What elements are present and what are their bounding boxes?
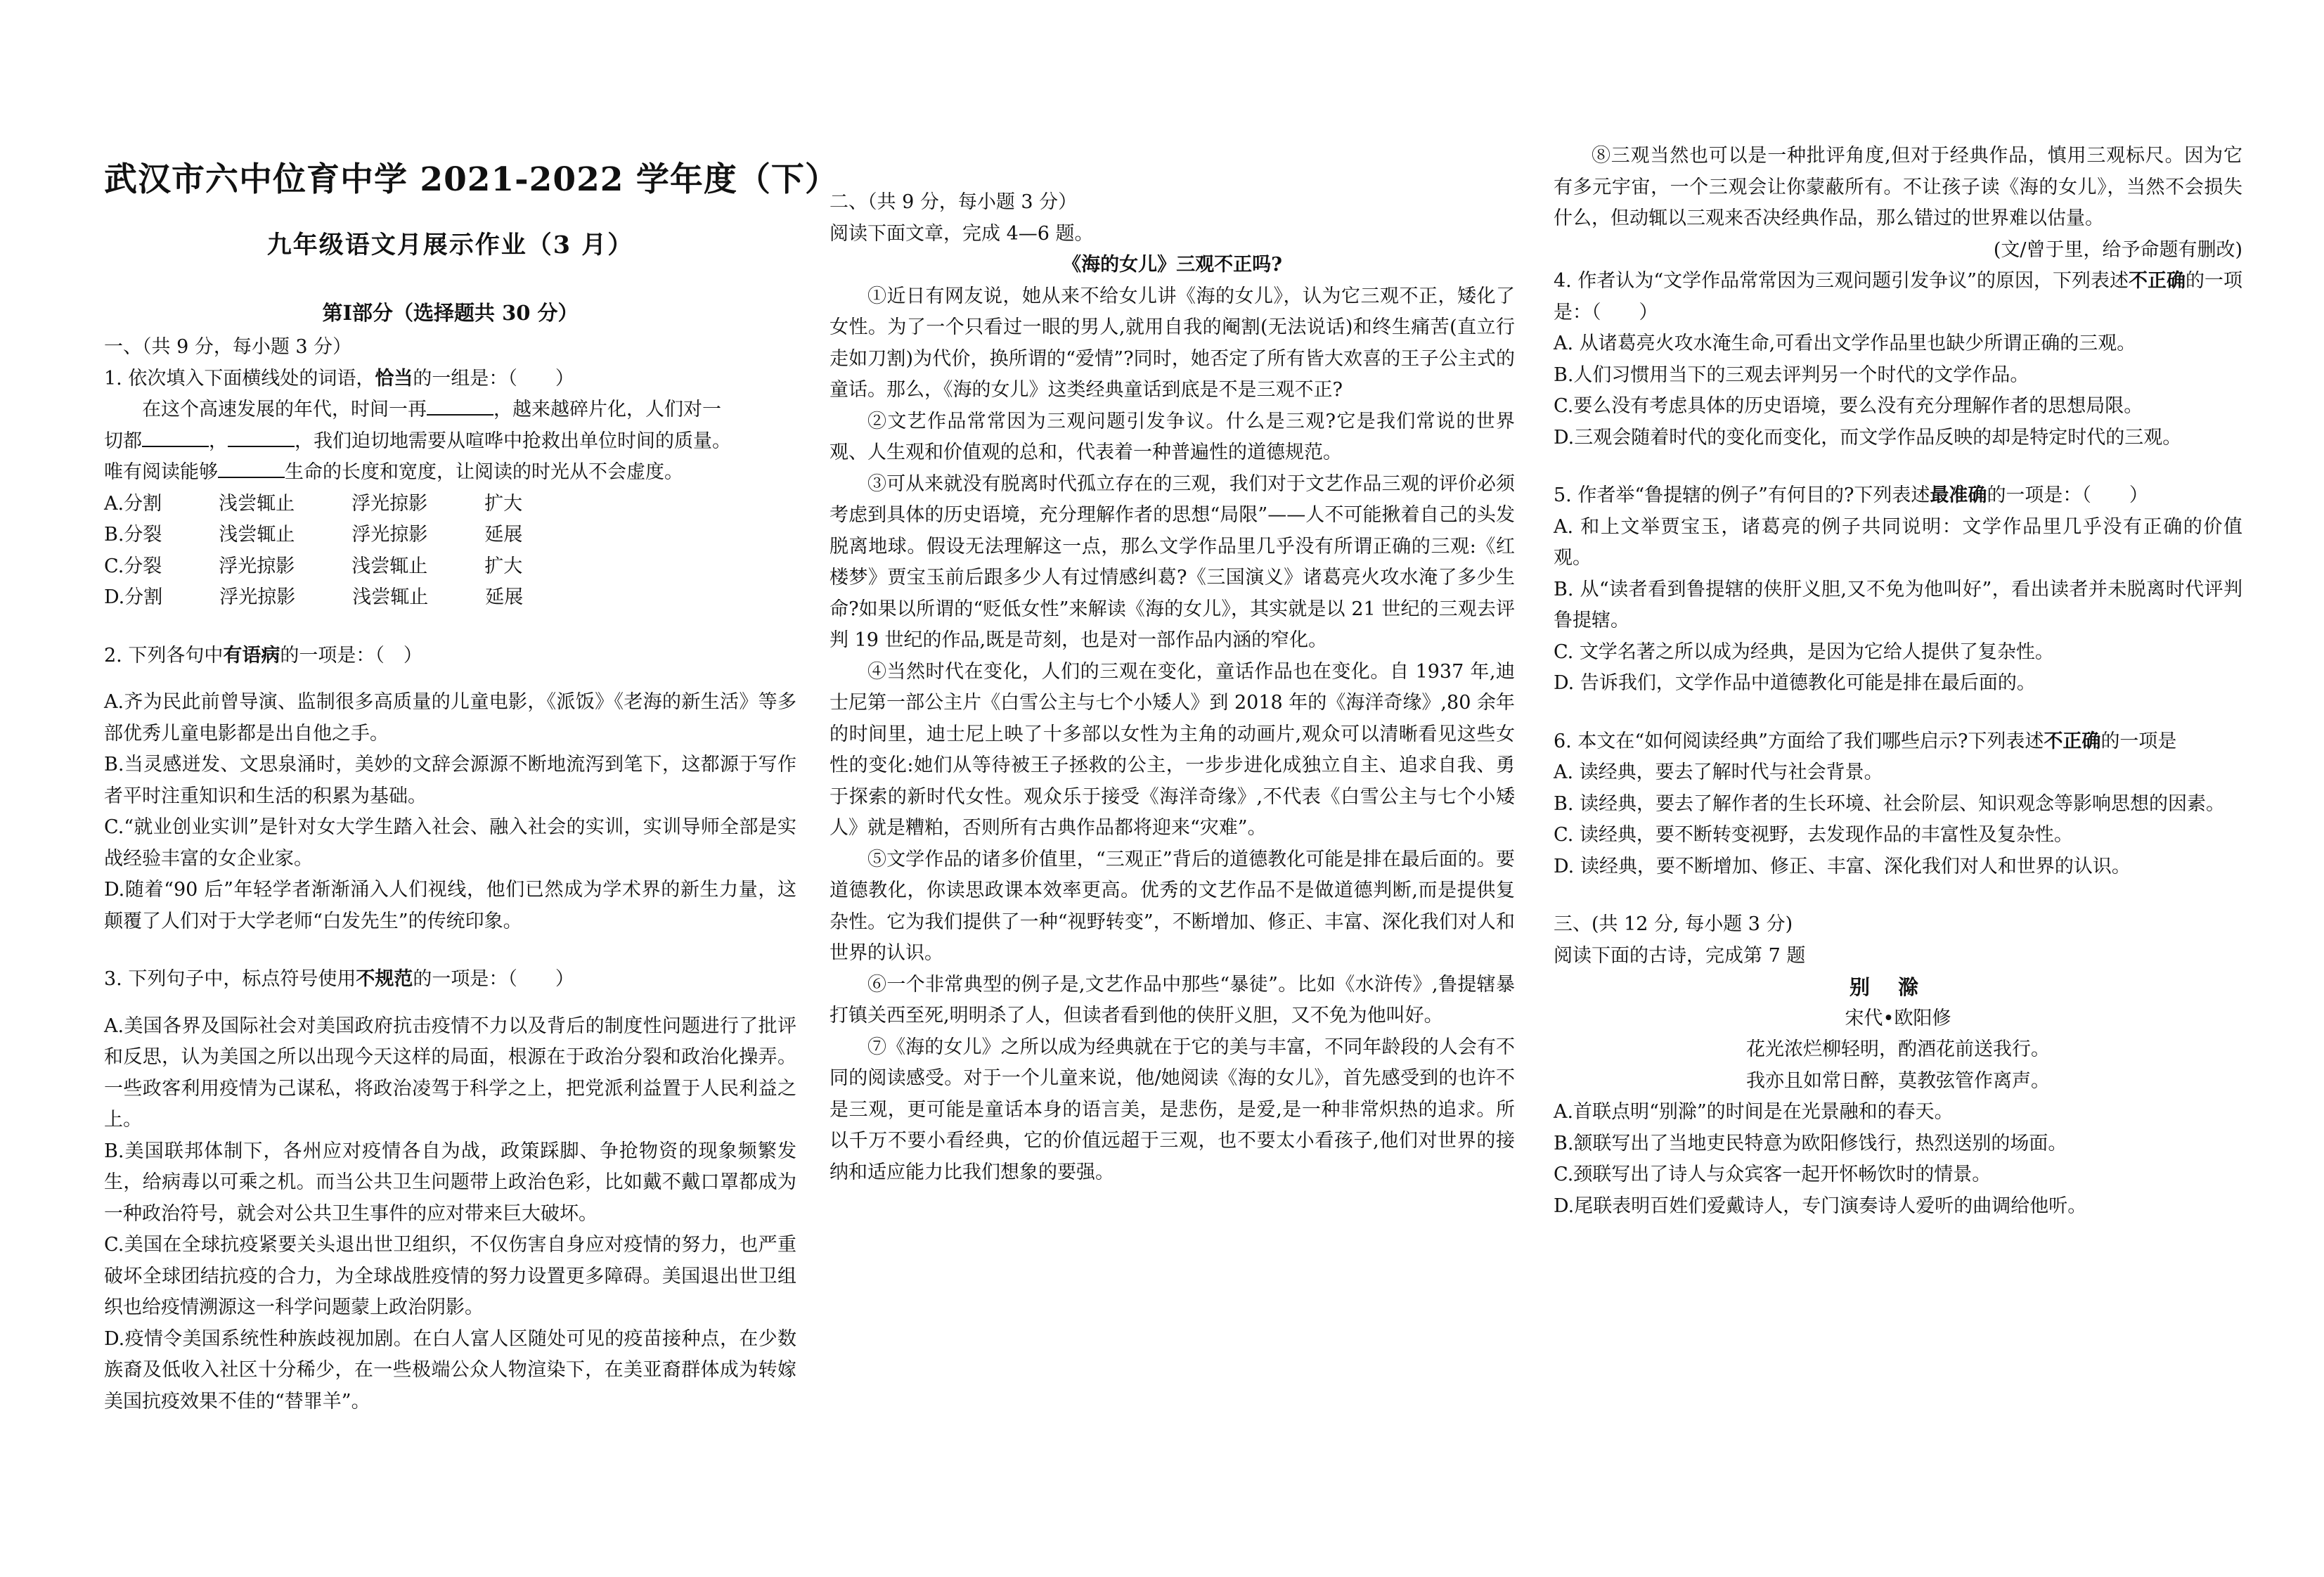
option-d: D.分割 浮光掠影 浅尝辄止 延展 xyxy=(104,586,524,608)
section-1-heading: 一、（共 9 分，每小题 3 分） xyxy=(104,336,352,358)
article-source: (文/曾于里，给予命题有删改) xyxy=(1993,238,2242,261)
option-b: B.人们习惯用当下的三观去评判另一个时代的文学作品。 xyxy=(1554,363,2029,386)
blank-line xyxy=(218,458,285,478)
option-a: A.美国各界及国际社会对美国政府抗击疫情不力以及背后的制度性问题进行了批评和反思，认为美国之所以出现今天这样的局面，根源在于政治分裂和政治化操弄。一些政客利用疫情为己谋私，将政治凌驾于科学之上，把党派利益置于人民利益之上。 xyxy=(104,1015,796,1131)
option-a: A. 读经典，要去了解时代与社会背景。 xyxy=(1554,761,1883,783)
option-d: D. 读经典，要不断增加、修正、丰富、深化我们对人和世界的认识。 xyxy=(1554,855,2131,877)
poem-line-2: 我亦且如常日醉，莫教弦管作离声。 xyxy=(1746,1069,2050,1092)
option-d: D.三观会随着时代的变化而变化，而文学作品反映的却是特定时代的三观。 xyxy=(1554,426,2182,449)
poem-author: 宋代•欧阳修 xyxy=(1845,1007,1951,1029)
blank-line xyxy=(427,396,493,416)
article-paragraph-6: ⑥一个非常典型的例子是,文艺作品中那些“暴徒”。比如《水浒传》,鲁提辖暴打镇关西至死,明明杀了人，但读者看到他的侠肝义胆，又不免为他叫好。 xyxy=(829,973,1515,1026)
article-title: 《海的女儿》三观不正吗? xyxy=(1062,254,1282,276)
option-c: C.“就业创业实训”是针对女大学生踏入社会、融入社会的实训，实训导师全部是实战经验丰富的女企业家。 xyxy=(104,816,796,870)
blank-line xyxy=(142,427,209,447)
article-paragraph-3: ③可从来就没有脱离时代孤立存在的三观，我们对于文艺作品三观的评价必须考虑到具体的历史语境，充分理解作者的思想“局限”——人不可能揪着自己的头发脱离地球。假设无法理解这一点，那么文学作品里几乎没有所谓正确的三观:《红楼梦》贾宝玉前后跟多少人有过情感纠葛?《三国演义》诸葛亮火攻水淹了多少生命?如果以所谓的“贬低女性”来解读《海的女儿》，其实就是以 21 世纪的三观去评判 19 世纪的作品,既是苛刻，也是对一部作品内涵的窄化。 xyxy=(829,472,1515,651)
page-title: 武汉市六中位育中学 2021-2022 学年度（下） xyxy=(104,160,839,199)
option-b: B. 从“读者看到鲁提辖的侠肝义胆,又不免为他叫好”，看出读者并未脱离时代评判鲁提辖。 xyxy=(1554,578,2242,631)
poem-title: 别滁 xyxy=(1849,975,1947,999)
option-c: C. 文学名著之所以成为经典，是因为它给人提供了复杂性。 xyxy=(1554,641,2054,663)
option-a: A.齐为民此前曾导演、监制很多高质量的儿童电影，《派饭》《老海的新生活》等多部优秀儿童电影都是出自他之手。 xyxy=(104,691,796,745)
section-3-intro: 阅读下面的古诗，完成第 7 题 xyxy=(1554,944,1806,967)
question-1-stem: 1. 依次填入下面横线处的词语，恰当的一组是：（ ） xyxy=(104,367,574,390)
option-b: B.分裂 浅尝辄止 浮光掠影 延展 xyxy=(104,524,523,546)
option-d: D. 告诉我们，文学作品中道德教化可能是排在最后面的。 xyxy=(1554,672,2036,694)
article-paragraph-1: ①近日有网友说，她从来不给女儿讲《海的女儿》，认为它三观不正，矮化了女性。为了一个只看过一眼的男人,就用自我的阉割(无法说话)和终生痛苦(直立行走如刀割)为代价，换所谓的“爱情”?同时，她否定了所有皆大欢喜的王子公主式的童话。那么，《海的女儿》这类经典童话到底是不是三观不正? xyxy=(829,285,1515,401)
option-a: A.分割 浅尝辄止 浮光掠影 扩大 xyxy=(104,492,523,515)
option-a: A. 和上文举贾宝玉，诸葛亮的例子共同说明：文学作品里几乎没有正确的价值观。 xyxy=(1554,515,2242,569)
section-2-intro: 阅读下面文章，完成 4—6 题。 xyxy=(829,222,1094,245)
page-subtitle: 九年级语文月展示作业（3 月） xyxy=(266,231,634,259)
column-left xyxy=(104,141,839,1417)
article-paragraph-7: ⑦《海的女儿》之所以成为经典就在于它的美与丰富，不同年龄段的人会有不同的阅读感受。对于一个儿童来说，他/她阅读《海的女儿》，首先感受到的也许不是三观，更可能是童话本身的语言美，是悲伤，是爱,是一种非常炽热的追求。所以千万不要小看经典，它的价值远超于三观，也不要太小看孩子,他们对世界的接纳和适应能力比我们想象的要强。 xyxy=(829,1036,1515,1183)
question-6-stem: 6. 本文在“如何阅读经典”方面给了我们哪些启示?下列表述不正确的一项是 xyxy=(1554,730,2177,752)
option-b: B.颔联写出了当地吏民特意为欧阳修饯行，热烈送别的场面。 xyxy=(1554,1132,2067,1154)
article-paragraph-8: ⑧三观当然也可以是一种批评角度,但对于经典作品，慎用三观标尺。因为它有多元宇宙，一个三观会让你蒙蔽所有。不让孩子读《海的女儿》，当然不会损失什么，但动辄以三观来否决经典作品，那么错过的世界难以估量。 xyxy=(1554,145,2242,229)
option-c: C.颈联写出了诗人与众宾客一起开怀畅饮时的情景。 xyxy=(1554,1164,1991,1185)
section-3-heading: 三、(共 12 分, 每小题 3 分) xyxy=(1554,913,1793,935)
option-c: C. 读经典，要不断转变视野，去发现作品的丰富性及复杂性。 xyxy=(1554,824,2073,846)
option-d: D.疫情令美国系统性种族歧视加剧。在白人富人区随处可见的疫苗接种点，在少数族裔及低收入社区十分稀少，在一些极端公众人物渲染下，在美亚裔群体成为转嫁美国抗疫效果不佳的“替罪羊”。 xyxy=(104,1327,796,1412)
blank-line xyxy=(228,427,295,447)
option-c: C.美国在全球抗疫紧要关头退出世卫组织，不仅伤害自身应对疫情的努力，也严重破坏全球团结抗疫的合力，为全球战胜疫情的努力设置更多障碍。美国退出世卫组织也给疫情溯源这一科学问题蒙上政治阴影。 xyxy=(104,1234,796,1318)
option-c: C.分裂 浮光掠影 浅尝辄止 扩大 xyxy=(104,555,523,577)
question-4-stem: 4. 作者认为“文学作品常常因为三观问题引发争议”的原因，下列表述不正确的一项是：（ ） xyxy=(1554,270,2243,323)
question-3-stem: 3. 下列句子中，标点符号使用不规范的一项是：（ ） xyxy=(104,968,574,990)
option-b: B.美国联邦体制下，各州应对疫情各自为战，政策踩脚、争抢物资的现象频繁发生，给病毒以可乘之机。而当公共卫生问题带上政治色彩，比如戴不戴口罩都成为一种政治符号，就会对公共卫生事件的应对带来巨大破坏。 xyxy=(104,1140,796,1225)
option-d: D.尾联表明百姓们爱戴诗人，专门演奏诗人爱听的曲调给他听。 xyxy=(1554,1195,2087,1217)
option-b: B. 读经典，要去了解作者的生长环境、社会阶层、知识观念等影响思想的因素。 xyxy=(1554,792,2226,815)
question-1-passage-end: 唯有阅读能够 生命的长度和宽度，让阅读的时光从不会虚度。 xyxy=(104,457,796,489)
column-middle xyxy=(829,141,1515,1188)
option-b: B.当灵感迸发、文思泉涌时，美妙的文辞会源源不断地流泻到笔下，这都源于写作者平时注重知识和生活的积累为基础。 xyxy=(104,754,796,807)
question-1-passage-cont: 切都 ， ，我们迫切地需要从喧哗中抢救出单位时间的质量。 xyxy=(104,426,796,458)
option-a: A.首联点明“别滁”的时间是在光景融和的春天。 xyxy=(1554,1101,1954,1123)
question-2-stem: 2. 下列各句中有语病的一项是：（ ） xyxy=(104,644,422,667)
option-c: C.要么没有考虑具体的历史语境，要么没有充分理解作者的思想局限。 xyxy=(1554,395,2143,417)
question-1-passage: 在这个高速发展的年代，时间一再 ，越来越碎片化，人们对一 xyxy=(104,394,796,426)
article-paragraph-2: ②文艺作品常常因为三观问题引发争议。什么是三观?它是我们常说的世界观、人生观和价值观的总和，代表着一种普遍性的道德规范。 xyxy=(829,410,1515,463)
poem-line-1: 花光浓烂柳轻明，酌酒花前送我行。 xyxy=(1746,1038,2050,1060)
question-5-stem: 5. 作者举“鲁提辖的例子”有何目的?下列表述最准确的一项是：（ ） xyxy=(1554,484,2148,506)
option-a: A. 从诸葛亮火攻水淹生命,可看出文学作品里也缺少所谓正确的三观。 xyxy=(1554,333,2136,354)
section-2-heading: 二、（共 9 分，每小题 3 分） xyxy=(829,191,1078,213)
article-paragraph-4: ④当然时代在变化，人们的三观在变化，童话作品也在变化。自 1937 年,迪士尼第一部公主片《白雪公主与七个小矮人》到 2018 年的《海洋奇缘》,80 余年的时间里，迪士尼上映了十多部以女性为主角的动画片,观众可以清晰看见这些女性的变化:她们从等待被王子拯救的公主，一步步进化成独立自主、追求自我、勇于探索的新时代女性。观众乐于接受《海洋奇缘》,不代表《白雪公主与七个小矮人》就是糟粕，否则所有古典作品都将迎来“灾难”。 xyxy=(829,660,1515,839)
option-d: D.随着“90 后”年轻学者渐渐涌入人们视线，他们已然成为学术界的新生力量，这颠覆了人们对于大学老师“白发先生”的传统印象。 xyxy=(104,879,796,932)
article-paragraph-5: ⑤文学作品的诸多价值里，“三观正”背后的道德教化可能是排在最后面的。要道德教化，你读思政课本效率更高。优秀的文艺作品不是做道德判断,而是提供复杂性。它为我们提供了一种“视野转变”，不断增加、修正、丰富、深化我们对人和世界的认识。 xyxy=(829,848,1515,964)
column-right xyxy=(1554,141,2242,1222)
part-heading: 第Ⅰ部分（选择题共 30 分） xyxy=(322,301,579,325)
